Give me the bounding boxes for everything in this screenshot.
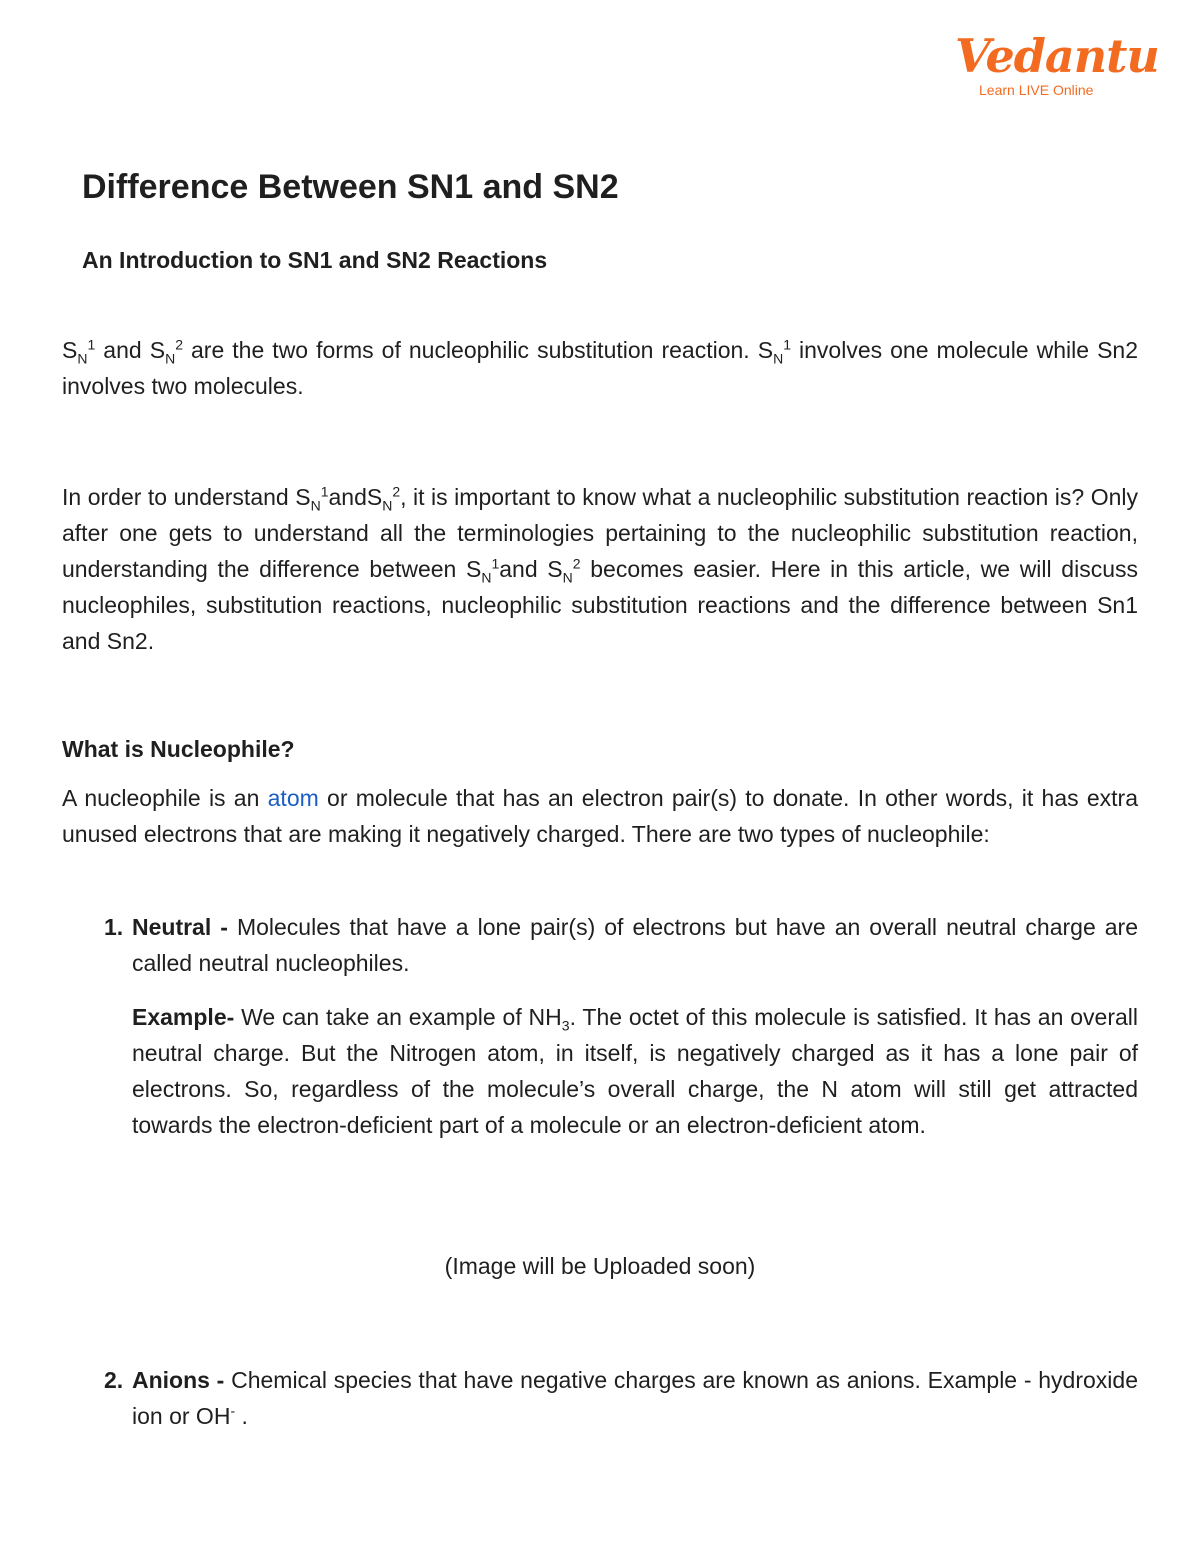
list-item-neutral bbox=[104, 909, 1138, 981]
list-text: Molecules that have a lone pair(s) of electrons but have an overall neutral charge are called neutral nucleophiles. bbox=[132, 914, 1138, 976]
logo-wordmark: Vedantu bbox=[955, 29, 1159, 83]
list-item-anions: 2. Anions - Chemical species that have negative charges are known as anions. Example - hydroxide ion or OH- . bbox=[104, 1362, 1138, 1434]
nucleophile-paragraph: A nucleophile is an atom or molecule that has an electron pair(s) to donate. In other words, it has extra unused electrons that are making it negatively charged. There are two types of nucleophile: bbox=[62, 785, 1139, 847]
example-paragraph: Example- We can take an example of $NH_3$. The octet of this molecule is satisfied. It has an overall neutral charge. But the Nitrogen atom, in itself, is negatively charged as it has a lone pair of electrons. So, regardless of the molecule’s overall charge, the N atom will still get attracted towards the electron-deficient part of a molecule or an electron-deficient atom. bbox=[132, 1004, 1138, 1138]
section-heading: What is Nucleophile? bbox=[62, 736, 295, 762]
example-label: Example- bbox=[132, 1004, 235, 1030]
list-number: 2. bbox=[104, 1367, 124, 1393]
page-subtitle: An Introduction to SN1 and SN2 Reactions bbox=[82, 247, 548, 273]
list-term: Neutral - bbox=[132, 914, 237, 940]
logo-tagline: Learn LIVE Online bbox=[979, 82, 1094, 98]
vedantu-logo[interactable] bbox=[955, 29, 1159, 110]
list-term: Anions - bbox=[132, 1367, 232, 1393]
list-number: 1. bbox=[104, 914, 124, 940]
atom-link[interactable]: atom bbox=[267, 785, 319, 811]
intro-paragraph: $S_N^1$ and $S_N^2$ are the two forms of nucleophilic substitution reaction. $S_N^1$ involves one molecule while Sn2 involves two molecules. bbox=[62, 336, 1138, 399]
image-placeholder: (Image will be Uploaded soon) bbox=[444, 1253, 756, 1279]
page-title: Difference Between SN1 and SN2 bbox=[82, 168, 619, 206]
explanation-paragraph: In order to understand $S_N^1andS_N^2$, it is important to know what a nucleophilic substitution reaction is? Only after one gets to understand all the terminologies pertaining to the nucleophilic substitution reaction, understanding the difference between $S_N^1and$ $S_N^2$ becomes easier. Here in this article, we will discuss nucleophiles, substitution reactions, nucleophilic substitution reactions and the difference between Sn1 and Sn2. bbox=[62, 483, 1138, 654]
list-text: Chemical species that have negative charges are known as anions. Example - hydroxide ion or OH bbox=[132, 1367, 1138, 1429]
